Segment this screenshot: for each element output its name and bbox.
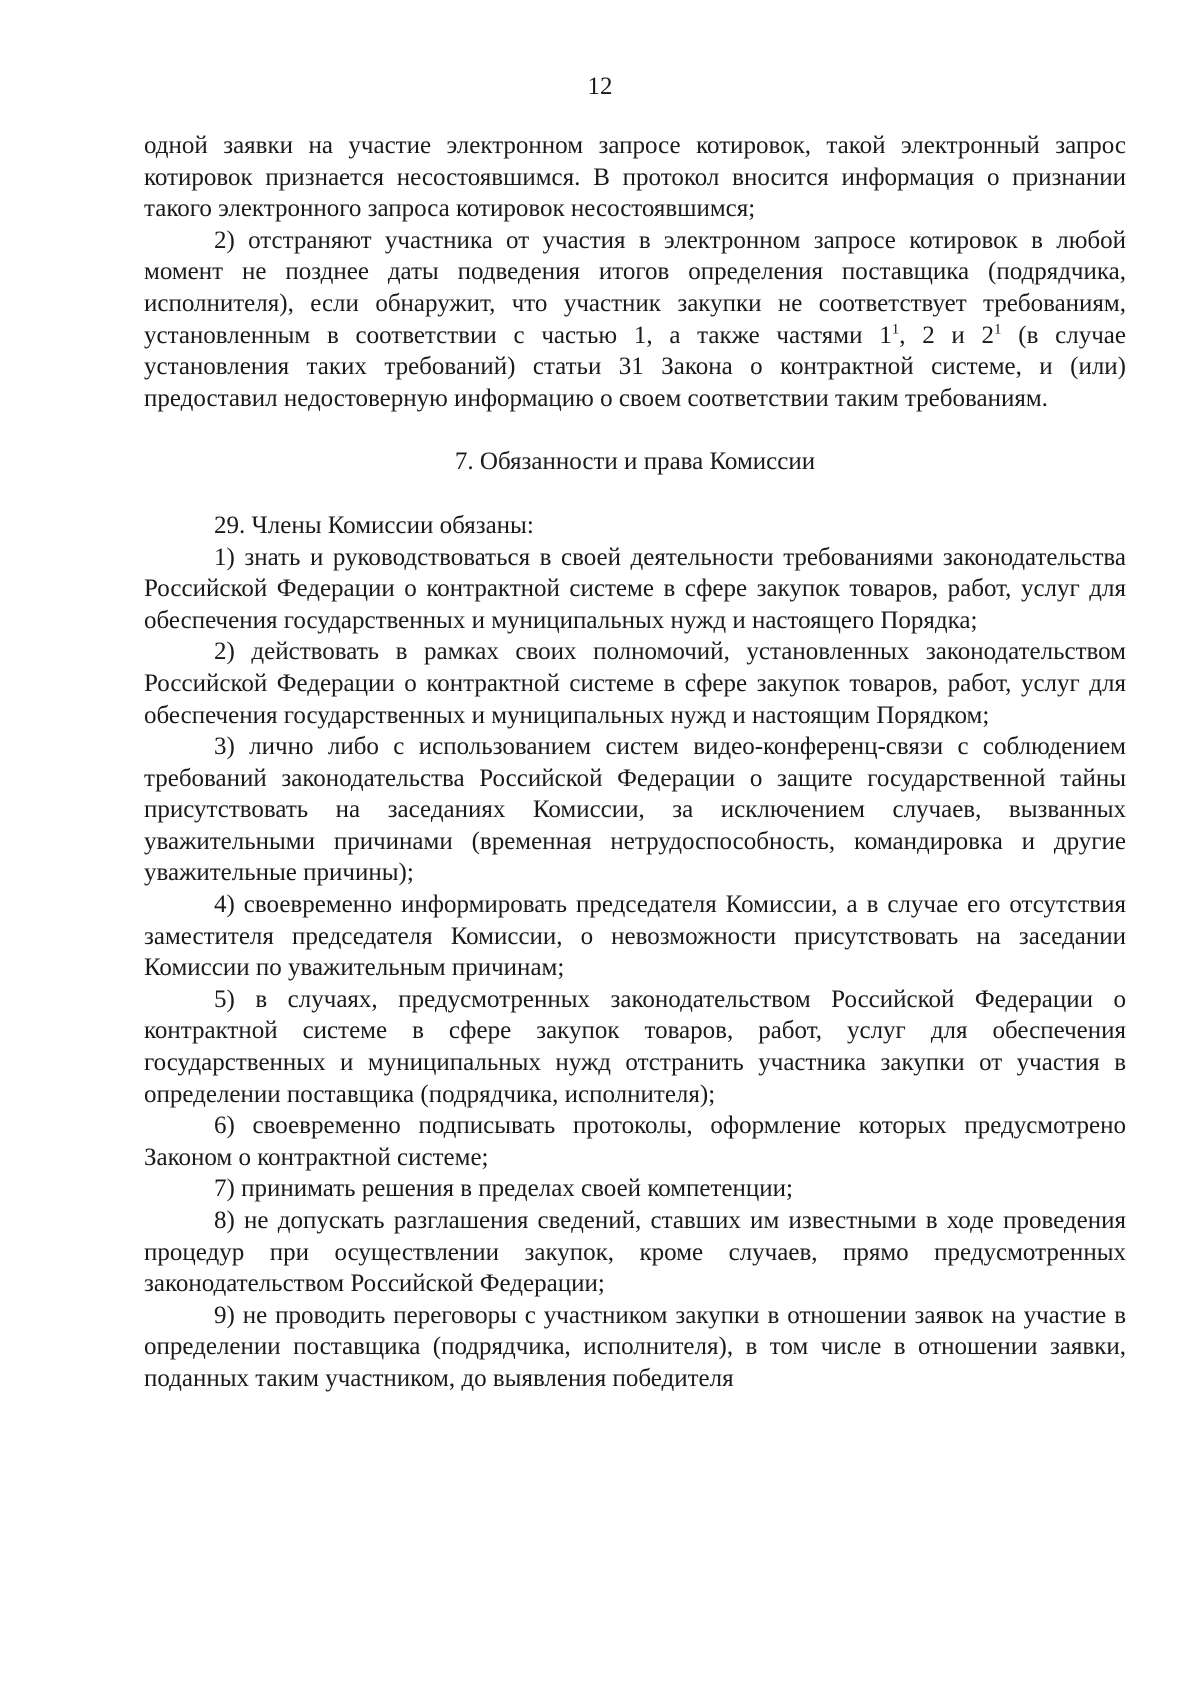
document-body [144, 130, 1126, 1395]
item-2-paragraph [144, 225, 1126, 415]
duty-item-4: 4) своевременно информировать председателя Комиссии, а в случае его отсутствия заместителя председателя Комиссии, о невозможности присутствовать на заседании Комиссии по уважительным причинам; [144, 891, 1126, 982]
item-2-text-part3: (в случае установления таких требований) статьи 31 Закона о контрактной системе, и (или) предоставил недостоверную информацию о своем соответствии таким требованиям. [144, 321, 1126, 412]
clause-29-intro: 29. Члены Комиссии обязаны: [214, 511, 534, 539]
superscript-2: 1 [994, 321, 1002, 338]
item-2-text-part1: 2) отстраняют участника от участия в электронном запросе котировок в любой момент не позднее даты подведения итогов определения поставщика (подрядчика, исполнителя), если обнаружит, что участник закупки не соответствует требованиям, установленным в соответствии с частью 1, а также частями 1 [144, 226, 1126, 349]
duty-item-6: 6) своевременно подписывать протоколы, оформление которых предусмотрено Законом о контрактной системе; [144, 1112, 1126, 1171]
duty-item-7: 7) принимать решения в пределах своей компетенции; [214, 1175, 793, 1203]
continuation-paragraph: одной заявки на участие электронном запросе котировок, такой электронный запрос котировок признается несостоявшимся. В протокол вносится информация о признании такого электронного запроса котировок несостоявшимся; [144, 132, 1126, 223]
duty-item-1: 1) знать и руководствоваться в своей деятельности требованиями законодательства Российской Федерации о контрактной системе в сфере закупок товаров, работ, услуг для обеспечения государственных и муниципальных нужд и настоящего Порядка; [144, 543, 1126, 634]
item-2-text-part2: , 2 и 2 [899, 321, 995, 349]
duty-item-5: 5) в случаях, предусмотренных законодательством Российской Федерации о контрактной системе в сфере закупок товаров, работ, услуг для обеспечения государственных и муниципальных нужд отстранить участника закупки от участия в определении поставщика (подрядчика, исполнителя); [144, 985, 1126, 1108]
duty-item-8: 8) не допускать разглашения сведений, ставших им известными в ходе проведения процедур при осуществлении закупок, кроме случаев, прямо предусмотренных законодательством Российской Федерации; [144, 1207, 1126, 1298]
duty-item-9: 9) не проводить переговоры с участником закупки в отношении заявок на участие в определении поставщика (подрядчика, исполнителя), в том числе в отношении заявки, поданных таким участником, до выявления победителя [144, 1301, 1126, 1392]
duty-item-3: 3) лично либо с использованием систем видео-конференц-связи с соблюдением требований законодательства Российской Федерации о защите государственной тайны присутствовать на заседаниях Комиссии, за исключением случаев, вызванных уважительными причинами (временная нетрудоспособность, командировка и другие уважительные причины); [144, 733, 1126, 887]
duty-item-2: 2) действовать в рамках своих полномочий, установленных законодательством Российской Федерации о контрактной системе в сфере закупок товаров, работ, услуг для обеспечения государственных и муниципальных нужд и настоящим Порядком; [144, 638, 1126, 729]
page-number: 12 [587, 73, 613, 100]
superscript-1: 1 [891, 321, 900, 338]
section-heading: 7. Обязанности и права Комиссии [454, 448, 816, 476]
